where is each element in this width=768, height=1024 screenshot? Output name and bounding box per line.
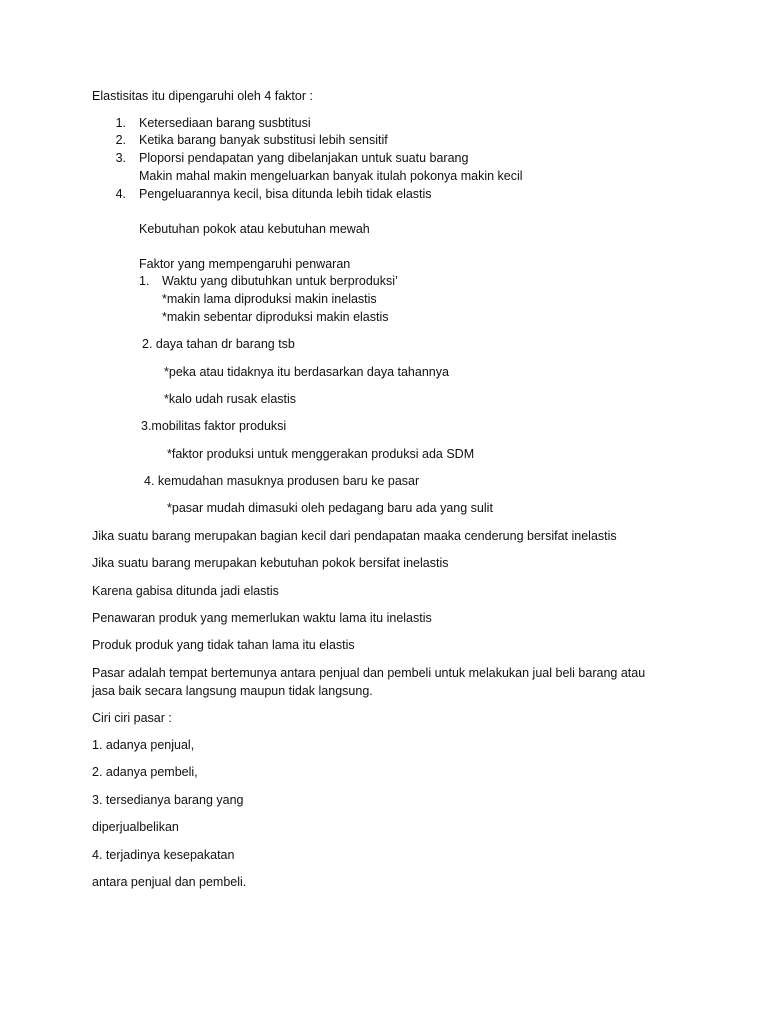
factor-text: Pengeluarannya kecil, bisa ditunda lebih tidak elastis: [139, 187, 432, 201]
factor-text: Ketersediaan barang susbtitusi: [139, 116, 311, 130]
supply-note: *kalo udah rusak elastis: [164, 392, 297, 406]
supply-item: 3.mobilitas faktor produksi: [141, 419, 287, 433]
market-item: antara penjual dan pembeli.: [92, 875, 247, 889]
factor-number: 2.: [115, 133, 126, 147]
factor-number: 3.: [115, 151, 126, 165]
paragraph: Jika suatu barang merupakan kebutuhan pokok bersifat inelastis: [92, 556, 449, 570]
supply-note: *makin lama diproduksi makin inelastis: [162, 292, 377, 306]
paragraph: Produk produk yang tidak tahan lama itu elastis: [92, 638, 355, 652]
market-item: 3. tersedianya barang yang: [92, 793, 244, 807]
supply-item: 4. kemudahan masuknya produsen baru ke pasar: [144, 474, 420, 488]
supply-number: 1.: [139, 274, 150, 288]
supply-item: Waktu yang dibutuhkan untuk berproduksi’: [162, 274, 398, 288]
paragraph: Penawaran produk yang memerlukan waktu lama itu inelastis: [92, 611, 432, 625]
supply-heading: Faktor yang mempengaruhi penwaran: [139, 257, 351, 271]
market-item: 4. terjadinya kesepakatan: [92, 848, 235, 862]
factor-number: 4.: [115, 187, 126, 201]
paragraph: Jika suatu barang merupakan bagian kecil dari pendapatan maaka cenderung bersifat inelastis: [92, 529, 617, 543]
paragraph: jasa baik secara langsung maupun tidak langsung.: [92, 684, 373, 698]
paragraph: Pasar adalah tempat bertemunya antara penjual dan pembeli untuk melakukan jual beli barang atau: [92, 666, 646, 680]
supply-note: *pasar mudah dimasuki oleh pedagang baru ada yang sulit: [167, 501, 493, 515]
needs-line: Kebutuhan pokok atau kebutuhan mewah: [139, 222, 370, 236]
factor-text: Ketika barang banyak substitusi lebih sensitif: [139, 133, 388, 147]
supply-note: *peka atau tidaknya itu berdasarkan daya tahannya: [164, 365, 449, 379]
factor-text: Ploporsi pendapatan yang dibelanjakan untuk suatu barang: [139, 151, 469, 165]
factor-continuation: Makin mahal makin mengeluarkan banyak itulah pokonya makin kecil: [139, 169, 523, 183]
supply-item: 2. daya tahan dr barang tsb: [142, 337, 295, 351]
market-item: diperjualbelikan: [92, 820, 179, 834]
supply-note: *makin sebentar diproduksi makin elastis: [162, 310, 389, 324]
heading: Elastisitas itu dipengaruhi oleh 4 faktor :: [92, 89, 313, 103]
market-item: 1. adanya penjual,: [92, 738, 195, 752]
market-heading: Ciri ciri pasar :: [92, 711, 172, 725]
paragraph: Karena gabisa ditunda jadi elastis: [92, 584, 279, 598]
market-item: 2. adanya pembeli,: [92, 765, 198, 779]
factor-number: 1.: [115, 116, 126, 130]
supply-note: *faktor produksi untuk menggerakan produksi ada SDM: [167, 447, 475, 461]
